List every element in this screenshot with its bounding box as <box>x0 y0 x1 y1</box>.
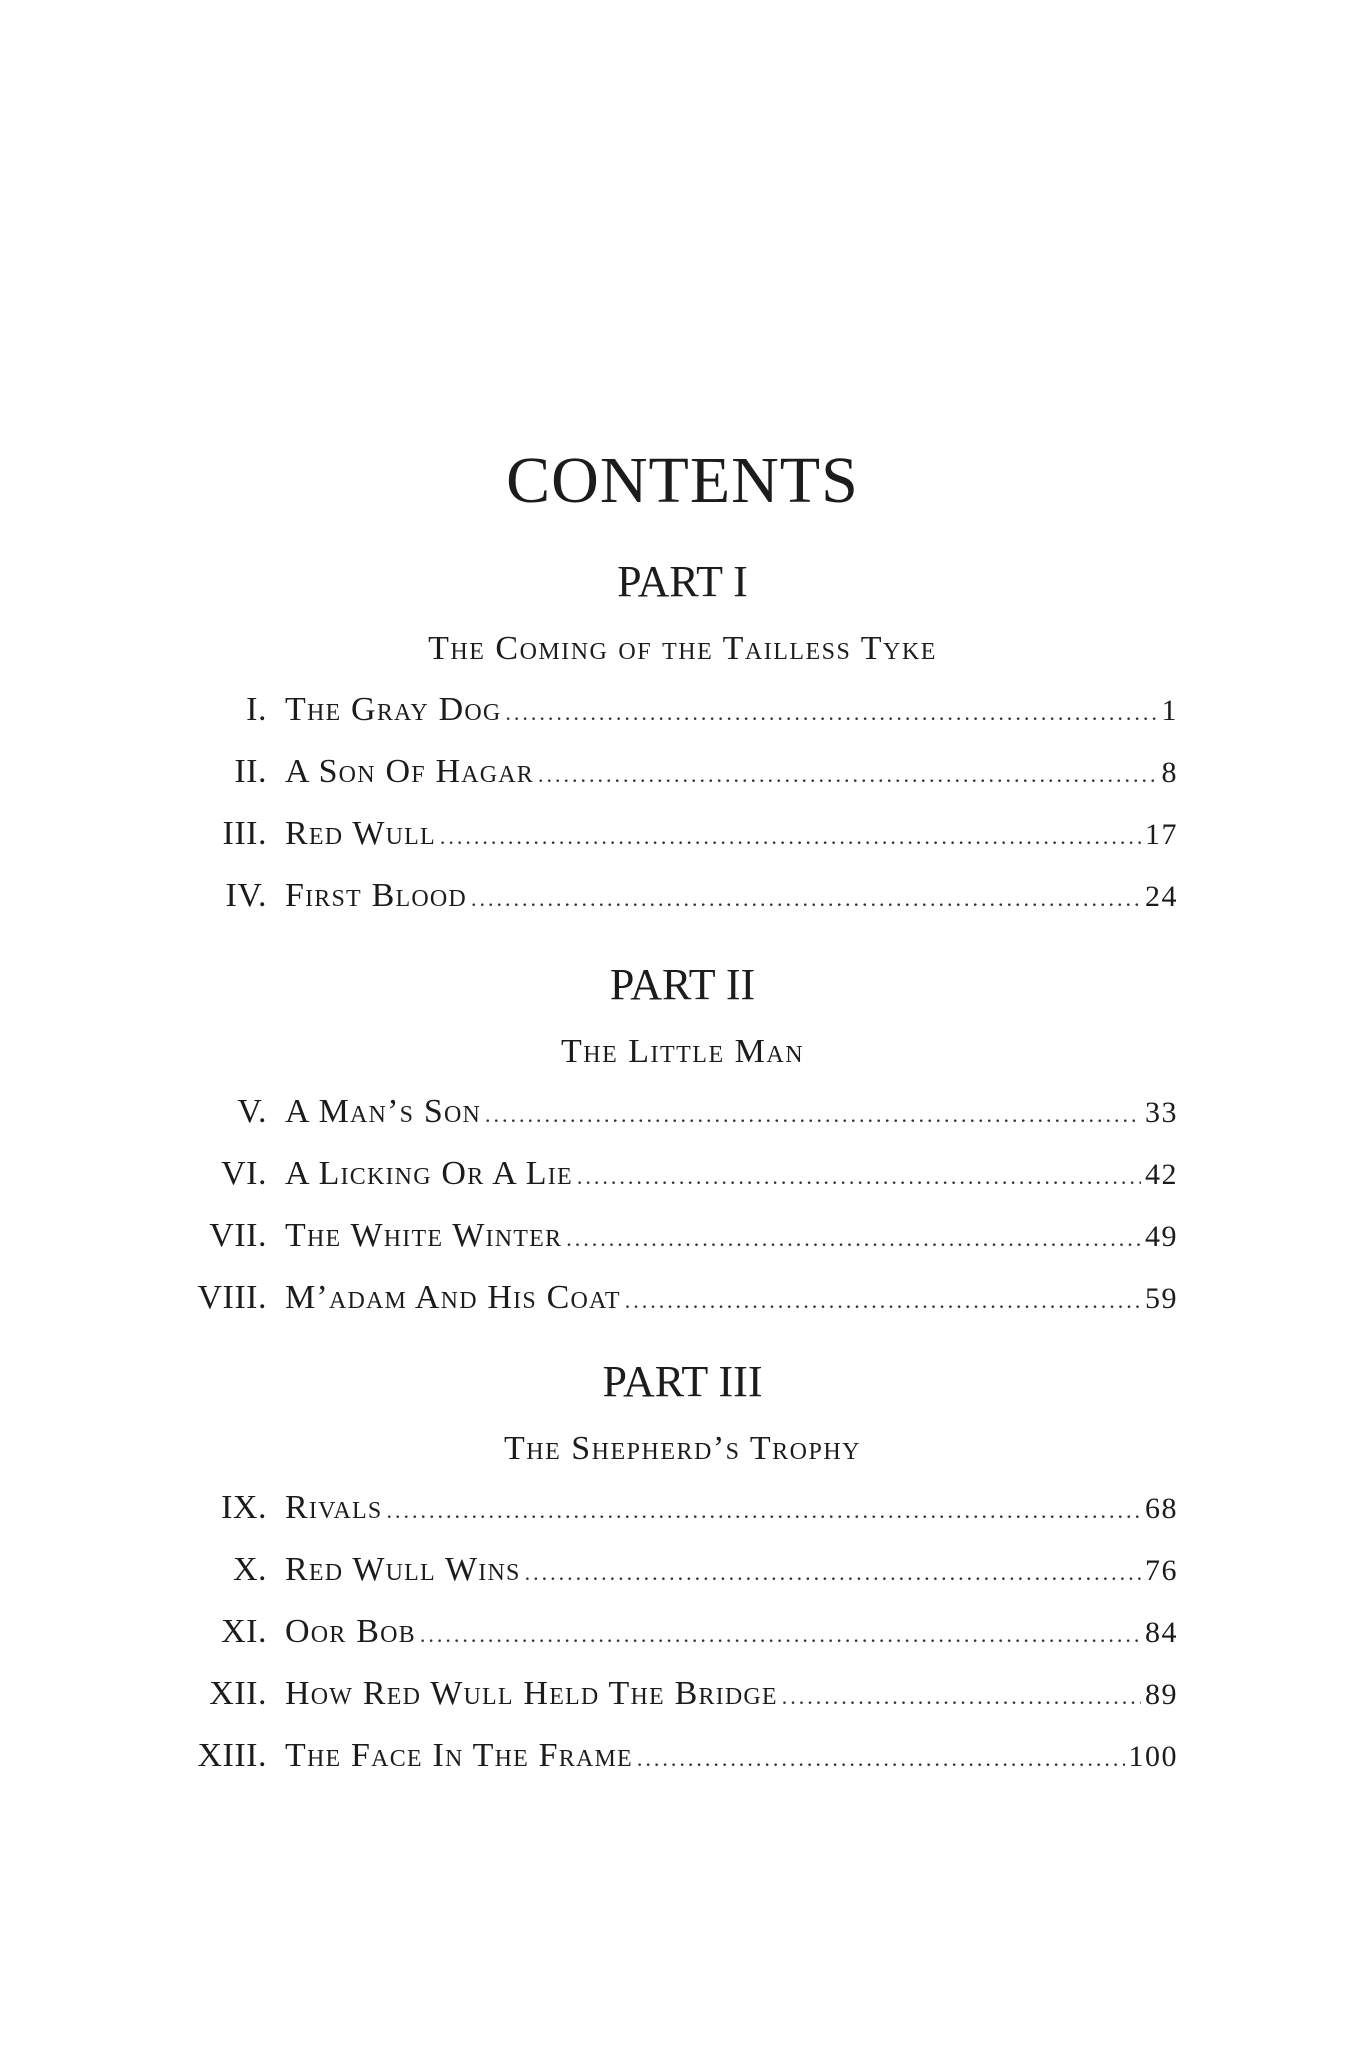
chapter-title: The Gray Dog <box>285 691 502 728</box>
page-number: 8 <box>1161 756 1178 789</box>
dot-leader <box>386 1489 1141 1533</box>
chapter-title: How Red Wull Held The Bridge <box>285 1675 778 1712</box>
dot-leader <box>625 1279 1141 1323</box>
dot-leader <box>577 1155 1141 1199</box>
page-number: 89 <box>1145 1678 1178 1711</box>
part-heading: PART I <box>617 557 748 606</box>
chapter-number: XII. <box>209 1675 267 1712</box>
part-heading: PART III <box>602 1357 763 1406</box>
chapter-entry[interactable] <box>0 1152 1365 1196</box>
chapter-entry[interactable] <box>0 1486 1365 1530</box>
chapter-number: II. <box>234 753 267 790</box>
page-number: 17 <box>1145 818 1178 851</box>
chapter-title: The White Winter <box>285 1217 563 1254</box>
dot-leader <box>525 1551 1141 1595</box>
chapter-title: The Face In The Frame <box>285 1737 633 1774</box>
page-number: 59 <box>1145 1282 1178 1315</box>
dot-leader <box>471 877 1141 921</box>
dot-leader <box>782 1675 1141 1719</box>
chapter-entry[interactable] <box>0 1610 1365 1654</box>
chapter-number: VIII. <box>197 1279 267 1316</box>
chapter-entry[interactable] <box>0 1090 1365 1134</box>
chapter-title: M’adam And His Coat <box>285 1279 621 1316</box>
chapter-title: A Son Of Hagar <box>285 753 535 790</box>
page-number: 42 <box>1145 1158 1178 1191</box>
chapter-entry[interactable] <box>0 874 1365 918</box>
part-subtitle: The Coming of the Tailless Tyke <box>428 630 937 667</box>
chapter-number: III. <box>222 815 267 852</box>
dot-leader <box>505 691 1157 735</box>
chapter-entry[interactable] <box>0 1214 1365 1258</box>
chapter-number: VI. <box>221 1155 267 1192</box>
page-number: 84 <box>1145 1616 1178 1649</box>
dot-leader <box>440 815 1141 859</box>
chapter-number: IX. <box>221 1489 267 1526</box>
chapter-entry[interactable] <box>0 750 1365 794</box>
chapter-entry[interactable] <box>0 1672 1365 1716</box>
chapter-title: Oor Bob <box>285 1613 416 1650</box>
chapter-entry[interactable] <box>0 1548 1365 1592</box>
page-number: 49 <box>1145 1220 1178 1253</box>
chapter-entry[interactable] <box>0 688 1365 732</box>
page-number: 24 <box>1145 880 1178 913</box>
part-subtitle: The Shepherd’s Trophy <box>503 1430 862 1467</box>
part-subtitle: The Little Man <box>560 1033 805 1070</box>
page-title: CONTENTS <box>506 444 859 517</box>
chapter-title: Red Wull Wins <box>285 1551 521 1588</box>
dot-leader <box>566 1217 1141 1261</box>
dot-leader <box>420 1613 1141 1657</box>
page-number: 100 <box>1128 1740 1178 1773</box>
chapter-title: First Blood <box>285 877 467 914</box>
part-heading: PART II <box>609 960 756 1009</box>
chapter-number: X. <box>232 1551 267 1588</box>
page-number: 33 <box>1145 1096 1178 1129</box>
chapter-number: V. <box>237 1093 267 1130</box>
chapter-entry[interactable] <box>0 1734 1365 1778</box>
chapter-title: Red Wull <box>285 815 436 852</box>
chapter-title: Rivals <box>285 1489 383 1526</box>
dot-leader <box>538 753 1157 797</box>
chapter-number: VII. <box>209 1217 267 1254</box>
page-number: 68 <box>1145 1492 1178 1525</box>
chapter-entry[interactable] <box>0 1276 1365 1320</box>
chapter-number: I. <box>246 691 267 728</box>
page-number: 76 <box>1145 1554 1178 1587</box>
chapter-number: IV. <box>225 877 267 914</box>
chapter-number: XIII. <box>197 1737 267 1774</box>
page-number: 1 <box>1161 694 1178 727</box>
dot-leader <box>637 1737 1125 1781</box>
chapter-entry[interactable] <box>0 812 1365 856</box>
chapter-title: A Man’s Son <box>285 1093 482 1130</box>
chapter-number: XI. <box>221 1613 267 1650</box>
chapter-title: A Licking Or A Lie <box>285 1155 573 1192</box>
dot-leader <box>485 1093 1141 1137</box>
